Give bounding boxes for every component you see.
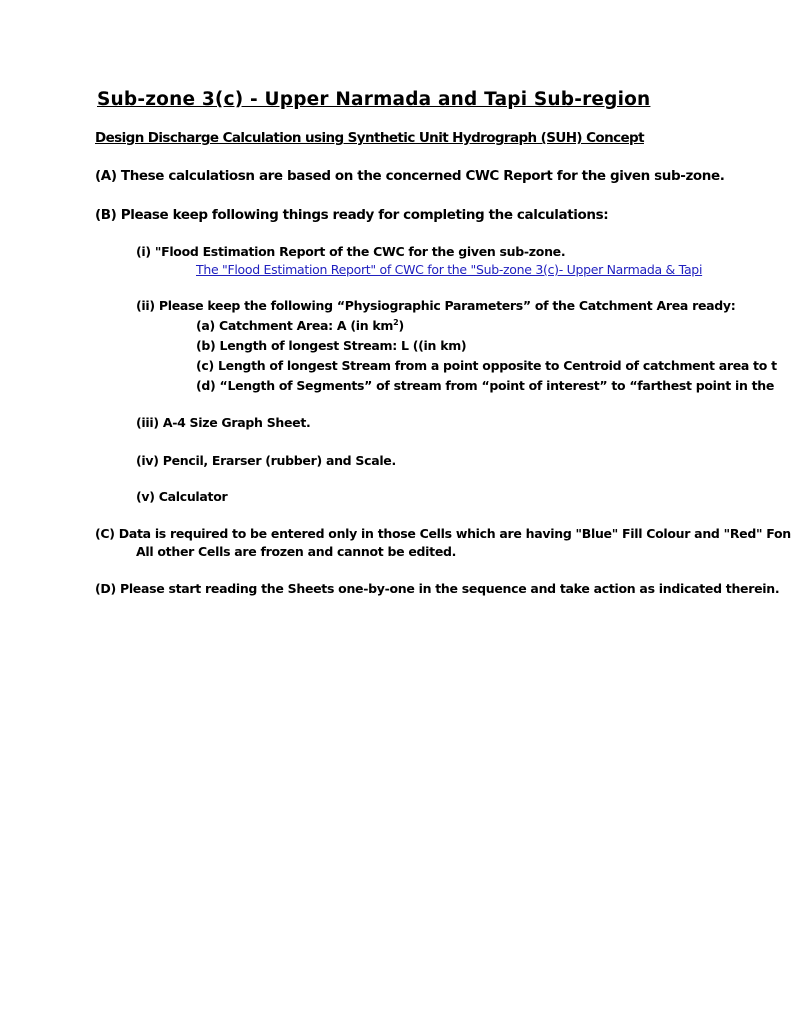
param-b: (b) Length of longest Stream: L ((in km) — [196, 338, 467, 353]
param-d: (d) “Length of Segments” of stream from “point of interest” to “farthest point in the — [196, 378, 775, 393]
section-b: (B) Please keep following things ready for completing the calculations: — [95, 207, 609, 223]
param-a-text: (a) Catchment Area: A (in km — [196, 318, 394, 333]
section-a: (A) These calculatiosn are based on the concerned CWC Report for the given sub-zone. — [95, 168, 725, 184]
section-c: (C) Data is required to be entered only in those Cells which are having "Blue" Fill Colour and "Red" Fon — [95, 526, 791, 541]
param-c: (c) Length of longest Stream from a point opposite to Centroid of catchment area to t — [196, 358, 777, 373]
item-i: (i) "Flood Estimation Report of the CWC for the given sub-zone. — [136, 244, 566, 259]
page-subtitle: Design Discharge Calculation using Synthetic Unit Hydrograph (SUH) Concept — [95, 130, 644, 146]
param-a-superscript: 2 — [393, 318, 399, 327]
page-title: Sub-zone 3(c) - Upper Narmada and Tapi Sub-region — [97, 89, 651, 110]
flood-report-link[interactable]: The "Flood Estimation Report" of CWC for the "Sub-zone 3(c)- Upper Narmada & Tapi — [196, 262, 703, 277]
section-d: (D) Please start reading the Sheets one-by-one in the sequence and take action as indicated therein. — [95, 581, 780, 596]
item-iii: (iii) A-4 Size Graph Sheet. — [136, 415, 311, 430]
section-c-continuation: All other Cells are frozen and cannot be edited. — [136, 544, 457, 559]
item-iv: (iv) Pencil, Erarser (rubber) and Scale. — [136, 453, 396, 468]
item-v: (v) Calculator — [136, 489, 228, 504]
item-ii: (ii) Please keep the following “Physiographic Parameters” of the Catchment Area ready: — [136, 298, 736, 313]
param-a-close: ) — [398, 318, 404, 333]
param-a — [196, 318, 404, 334]
